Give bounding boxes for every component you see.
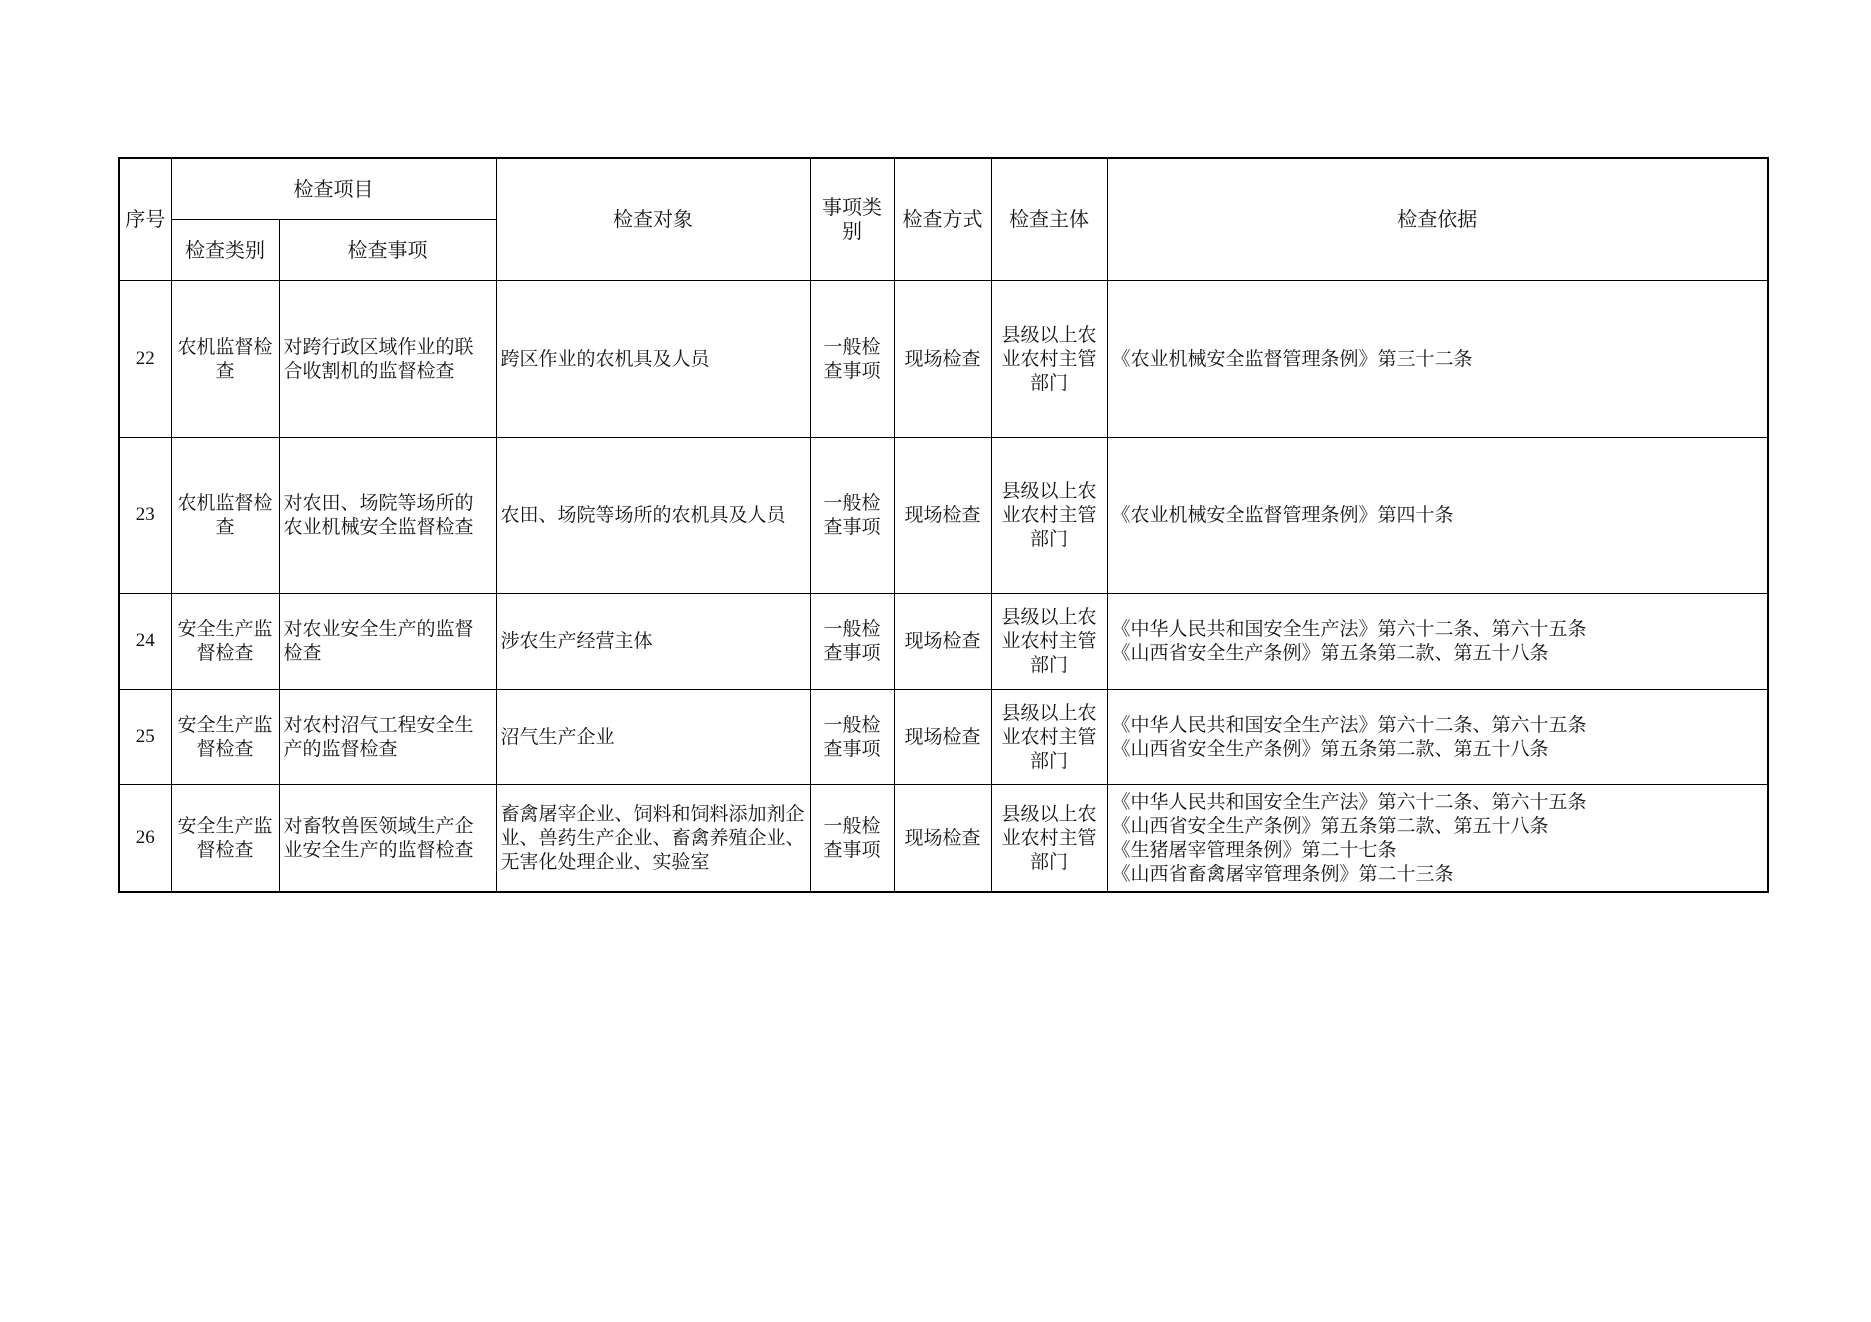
basis-line: 《中华人民共和国安全生产法》第六十二条、第六十五条 — [1111, 790, 1587, 813]
cell-seq: 22 — [119, 280, 171, 437]
basis-line: 《山西省安全生产条例》第五条第二款、第五十八条 — [1111, 814, 1549, 837]
cell-basis — [1107, 280, 1768, 437]
cell-subject: 县级以上农业农村主管部门 — [991, 437, 1107, 593]
basis-line: 《山西省安全生产条例》第五条第二款、第五十八条 — [1111, 642, 1549, 664]
header-method: 检查方式 — [894, 158, 991, 280]
cell-item: 对农业安全生产的监督检查 — [279, 593, 496, 689]
cell-category: 安全生产监督检查 — [171, 689, 279, 784]
inspection-table — [118, 157, 1769, 893]
cell-matter-type: 一般检查事项 — [810, 437, 894, 593]
cell-matter-type: 一般检查事项 — [810, 784, 894, 892]
table-row — [119, 280, 1768, 437]
cell-seq: 26 — [119, 784, 171, 892]
cell-basis — [1107, 784, 1768, 892]
cell-object: 畜禽屠宰企业、饲料和饲料添加剂企业、兽药生产企业、畜禽养殖企业、无害化处理企业、实验室 — [496, 784, 810, 892]
cell-matter-type: 一般检查事项 — [810, 280, 894, 437]
cell-subject: 县级以上农业农村主管部门 — [991, 689, 1107, 784]
cell-basis — [1107, 689, 1768, 784]
cell-method: 现场检查 — [894, 280, 991, 437]
table-row — [119, 689, 1768, 784]
basis-line: 《中华人民共和国安全生产法》第六十二条、第六十五条 — [1111, 713, 1587, 736]
header-matter-type: 事项类别 — [810, 158, 894, 280]
cell-subject: 县级以上农业农村主管部门 — [991, 280, 1107, 437]
cell-item: 对农村沼气工程安全生产的监督检查 — [279, 689, 496, 784]
basis-line: 《农业机械安全监督管理条例》第四十条 — [1111, 504, 1454, 526]
header-category: 检查类别 — [171, 219, 279, 280]
basis-line: 《山西省安全生产条例》第五条第二款、第五十八条 — [1111, 737, 1549, 760]
cell-item: 对畜牧兽医领域生产企业安全生产的监督检查 — [279, 784, 496, 892]
cell-category: 安全生产监督检查 — [171, 784, 279, 892]
cell-subject: 县级以上农业农村主管部门 — [991, 784, 1107, 892]
header-subject: 检查主体 — [991, 158, 1107, 280]
basis-line: 《农业机械安全监督管理条例》第三十二条 — [1111, 347, 1473, 370]
header-seq: 序号 — [119, 158, 171, 280]
cell-method: 现场检查 — [894, 437, 991, 593]
header-basis: 检查依据 — [1107, 158, 1768, 280]
cell-item: 对跨行政区域作业的联合收割机的监督检查 — [279, 280, 496, 437]
header-object: 检查对象 — [496, 158, 810, 280]
table-row — [119, 784, 1768, 892]
basis-line: 《山西省畜禽屠宰管理条例》第二十三条 — [1111, 862, 1454, 885]
header-item: 检查事项 — [279, 219, 496, 280]
cell-object: 涉农生产经营主体 — [496, 593, 810, 689]
cell-item: 对农田、场院等场所的农业机械安全监督检查 — [279, 437, 496, 593]
cell-subject: 县级以上农业农村主管部门 — [991, 593, 1107, 689]
table-header — [119, 158, 1768, 280]
table-row — [119, 593, 1768, 689]
cell-category: 农机监督检查 — [171, 280, 279, 437]
cell-object: 跨区作业的农机具及人员 — [496, 280, 810, 437]
cell-object: 沼气生产企业 — [496, 689, 810, 784]
basis-line: 《中华人民共和国安全生产法》第六十二条、第六十五条 — [1111, 618, 1587, 640]
cell-category: 农机监督检查 — [171, 437, 279, 593]
cell-matter-type: 一般检查事项 — [810, 593, 894, 689]
cell-seq: 23 — [119, 437, 171, 593]
cell-matter-type: 一般检查事项 — [810, 689, 894, 784]
cell-method: 现场检查 — [894, 689, 991, 784]
cell-method: 现场检查 — [894, 784, 991, 892]
cell-seq: 25 — [119, 689, 171, 784]
cell-basis — [1107, 437, 1768, 593]
cell-basis — [1107, 593, 1768, 689]
cell-category: 安全生产监督检查 — [171, 593, 279, 689]
cell-method: 现场检查 — [894, 593, 991, 689]
cell-object: 农田、场院等场所的农机具及人员 — [496, 437, 810, 593]
header-project: 检查项目 — [171, 158, 496, 219]
table-body — [119, 280, 1768, 892]
basis-line: 《生猪屠宰管理条例》第二十七条 — [1111, 838, 1397, 861]
cell-seq: 24 — [119, 593, 171, 689]
table-row — [119, 437, 1768, 593]
